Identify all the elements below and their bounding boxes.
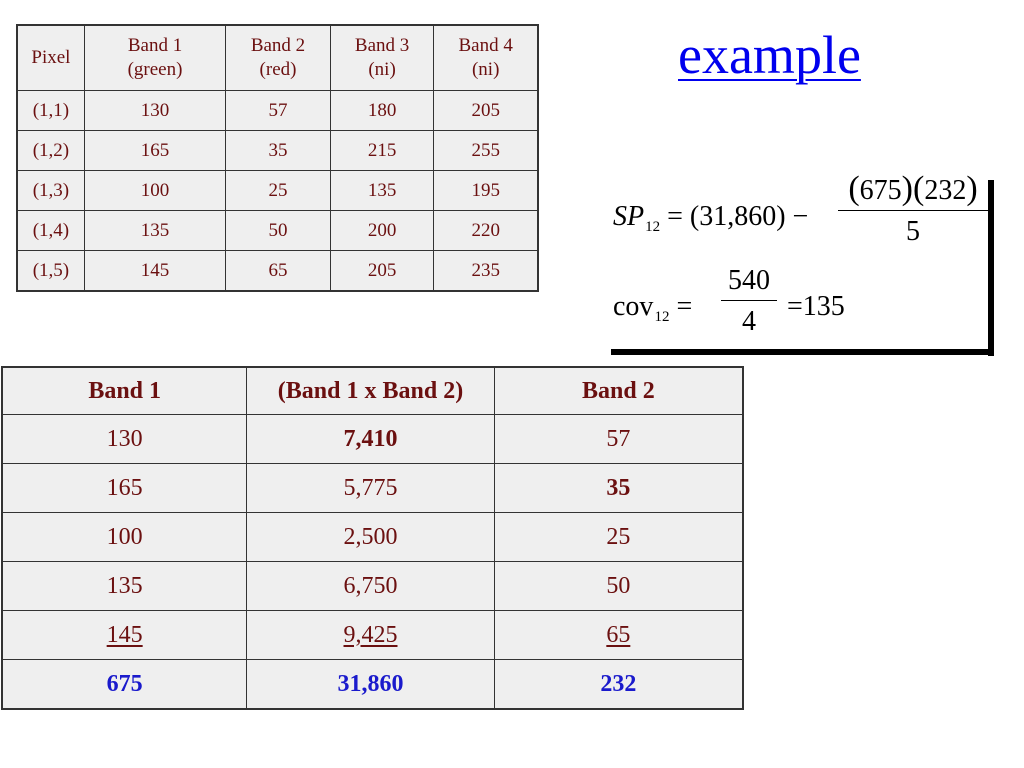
cell-band-2: 25	[226, 171, 331, 211]
cell-product: 5,775	[247, 464, 494, 513]
cov-equals: =	[676, 291, 693, 322]
sp-numerator: (675)(232)	[848, 170, 978, 207]
cell-band-3: 135	[330, 171, 434, 211]
cell-band-2: 35	[226, 131, 331, 171]
header-pixel: Pixel	[17, 25, 84, 91]
header-band-1: Band 1	[2, 367, 247, 415]
cov-result: =135	[787, 291, 845, 322]
sp-equation	[613, 198, 808, 246]
cell-pixel: (1,3)	[17, 171, 84, 211]
cell-band-4: 255	[434, 131, 538, 171]
cov-fraction	[721, 264, 777, 339]
cell-band-1: 165	[2, 464, 247, 513]
table-row	[17, 211, 538, 251]
sp-symbol: SP	[613, 201, 645, 232]
cell-pixel: (1,5)	[17, 251, 84, 292]
box-shadow-bottom	[611, 349, 994, 355]
totals-row	[2, 660, 743, 710]
sp-subscript: 12	[645, 219, 661, 235]
box-shadow-right	[988, 180, 994, 356]
sp-fraction	[838, 172, 988, 249]
cell-band-1: 100	[2, 513, 247, 562]
example-title-link[interactable]: example	[678, 25, 861, 85]
cell-band-2: 50	[494, 562, 743, 611]
cell-product: 2,500	[247, 513, 494, 562]
sp-fraction-bar	[838, 210, 988, 211]
header-band-1: Band 1 (green)	[84, 25, 225, 91]
cov-denominator: 4	[742, 306, 756, 337]
header-band-2: Band 2 (red)	[226, 25, 331, 91]
sp-denominator: 5	[906, 216, 920, 247]
total-band-1: 675	[2, 660, 247, 710]
cell-band-3: 205	[330, 251, 434, 292]
cell-band-1: 135	[84, 211, 225, 251]
cell-product: 9,425	[247, 611, 494, 660]
header-band-product: (Band 1 x Band 2)	[247, 367, 494, 415]
cell-band-1: 130	[2, 415, 247, 464]
total-band-2: 232	[494, 660, 743, 710]
table-row	[2, 415, 743, 464]
cov-fraction-bar	[721, 300, 777, 301]
header-band-3: Band 3 (ni)	[330, 25, 434, 91]
cell-band-4: 235	[434, 251, 538, 292]
cell-band-2: 25	[494, 513, 743, 562]
cell-band-2: 65	[494, 611, 743, 660]
cell-band-2: 35	[494, 464, 743, 513]
cell-band-2: 65	[226, 251, 331, 292]
cell-band-4: 195	[434, 171, 538, 211]
sp-middle: = (31,860) −	[667, 201, 809, 232]
cov-subscript: 12	[654, 309, 670, 325]
cell-band-1: 145	[84, 251, 225, 292]
table-row	[2, 611, 743, 660]
sp-numerator-a: 675	[859, 175, 902, 206]
table-row	[2, 562, 743, 611]
cov-symbol: cov	[613, 291, 654, 322]
cell-product: 7,410	[247, 415, 494, 464]
cell-pixel: (1,2)	[17, 131, 84, 171]
formula-box	[605, 160, 992, 355]
pixel-table-header-row	[17, 25, 538, 91]
table-row	[17, 131, 538, 171]
sp-numerator-b: 232	[924, 175, 967, 206]
cell-band-1: 145	[2, 611, 247, 660]
cell-band-1: 165	[84, 131, 225, 171]
cell-band-2: 50	[226, 211, 331, 251]
cov-equation	[613, 288, 692, 336]
product-table-header-row	[2, 367, 743, 415]
header-band-4: Band 4 (ni)	[434, 25, 538, 91]
table-row	[17, 171, 538, 211]
table-row	[17, 251, 538, 292]
cell-pixel: (1,4)	[17, 211, 84, 251]
cell-pixel: (1,1)	[17, 91, 84, 131]
cell-band-3: 200	[330, 211, 434, 251]
total-product: 31,860	[247, 660, 494, 710]
band-product-table	[1, 366, 744, 710]
cell-band-1: 130	[84, 91, 225, 131]
cell-band-1: 135	[2, 562, 247, 611]
cell-band-3: 215	[330, 131, 434, 171]
cell-band-4: 220	[434, 211, 538, 251]
header-band-2: Band 2	[494, 367, 743, 415]
cell-product: 6,750	[247, 562, 494, 611]
cell-band-1: 100	[84, 171, 225, 211]
table-row	[2, 513, 743, 562]
cell-band-2: 57	[226, 91, 331, 131]
cell-band-3: 180	[330, 91, 434, 131]
table-row	[2, 464, 743, 513]
cell-band-4: 205	[434, 91, 538, 131]
cell-band-2: 57	[494, 415, 743, 464]
cov-numerator: 540	[728, 265, 770, 296]
table-row	[17, 91, 538, 131]
pixel-band-table	[16, 24, 539, 292]
